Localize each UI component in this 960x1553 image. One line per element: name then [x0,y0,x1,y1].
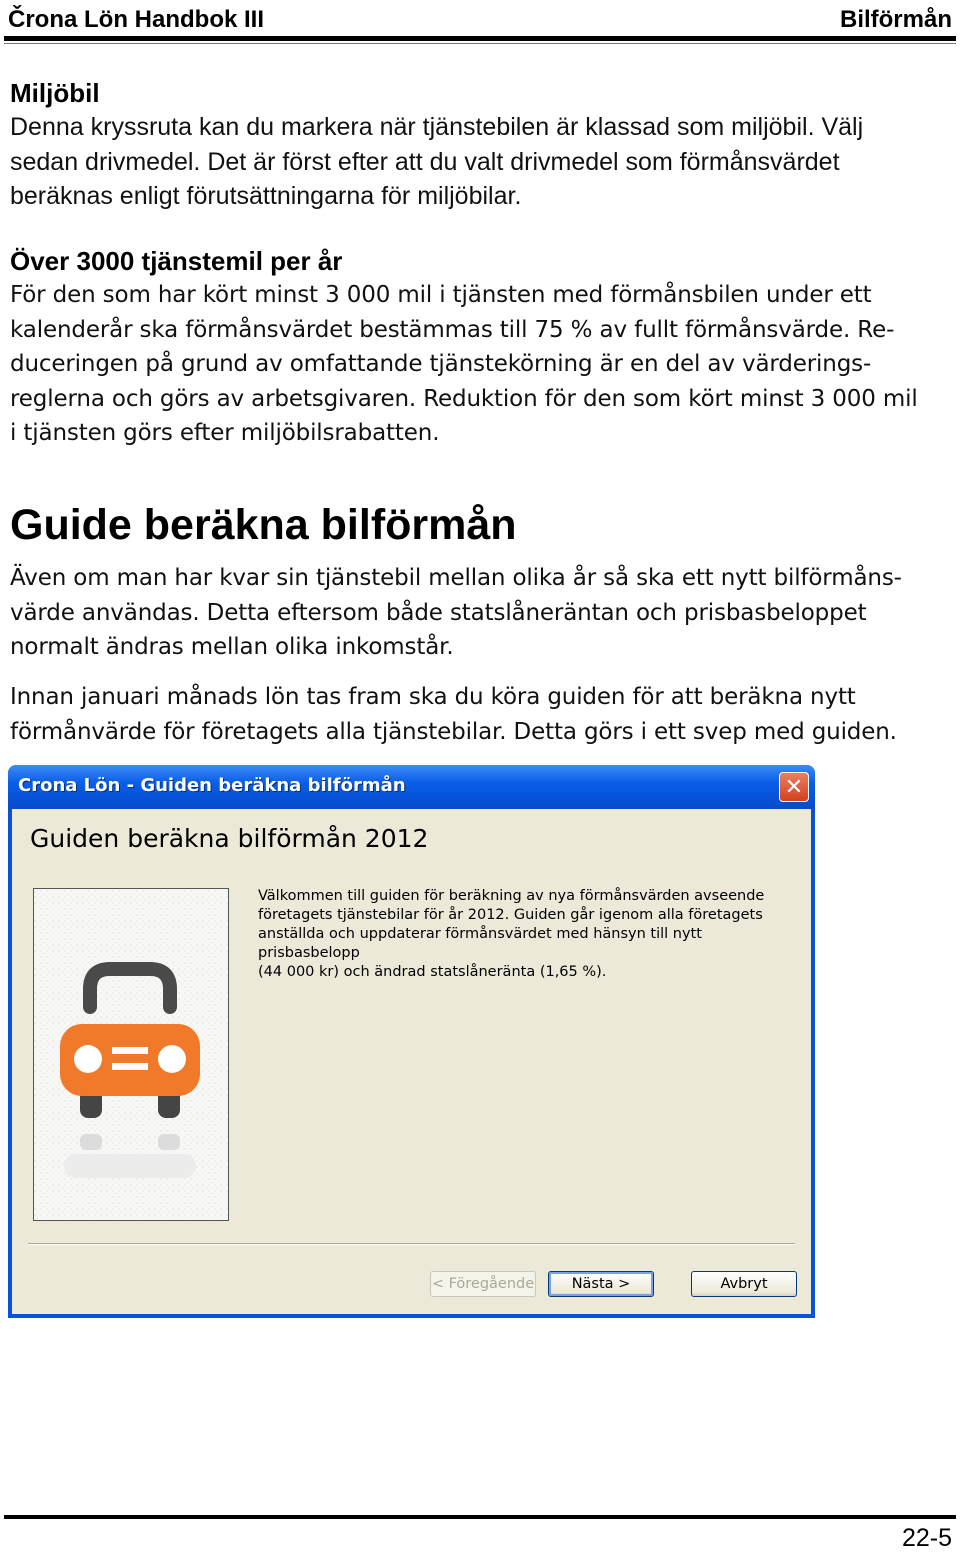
guide-line: förmånvärde för företagets alla tjänstebilar. Detta görs i ett svep med guiden. [10,718,897,745]
dialog-title: Crona Lön - Guiden beräkna bilförmån [18,775,406,796]
footer-rule [4,1515,956,1519]
header-rule [4,36,956,41]
dialog-titlebar[interactable] [8,765,815,809]
back-button[interactable] [430,1271,536,1297]
guide-heading: Guide beräkna bilförmån [10,501,517,549]
wizard-text-line: anställda och uppdaterar förmånsvärdet med hänsyn till nytt prisbasbelopp [258,926,702,961]
over3000-heading: Över 3000 tjänstemil per år [10,246,343,276]
guide-paragraph-2 [10,680,955,749]
cancel-button-label: Avbryt [720,1276,768,1292]
close-icon: ✕ [784,774,804,800]
wizard-dialog [8,765,815,1318]
header-rule-thin [4,43,956,44]
dialog-separator [28,1243,795,1245]
section-miljobil [10,76,955,214]
section-guide [10,500,955,550]
over3000-line: kalenderår ska förmånsvärdet bestämmas till 75 % av fullt förmånsvärde. Re- [10,316,895,343]
back-button-label: < Föregående [431,1276,535,1292]
miljobil-line: sedan drivmedel. Det är först efter att du valt drivmedel som förmånsvärdet [10,147,840,176]
miljobil-line: beräknas enligt förutsättningarna för miljöbilar. [10,182,522,210]
wizard-description [258,887,798,982]
book-title: Črona Lön Handbok III [8,6,264,33]
over3000-line: duceringen på grund av omfattande tjänstekörning är en del av värderings- [10,351,872,377]
wizard-car-illustration [33,888,229,1221]
guide-line: normalt ändras mellan olika inkomstår. [10,634,454,660]
miljobil-heading: Miljöbil [10,78,100,108]
page-number: 22-5 [901,1524,952,1552]
chapter-title: Bilförmån [839,6,952,33]
wizard-text-line: företagets tjänstebilar för år 2012. Guiden går igenom alla företagets [258,907,763,923]
guide-line: Även om man har kvar sin tjänstebil mellan olika år så ska ett nytt bilförmåns- [10,565,902,591]
close-button[interactable] [779,772,809,802]
section-over-3000 [10,244,955,451]
guide-line: Innan januari månads lön tas fram ska du köra guiden för att beräkna nytt [10,684,856,710]
guide-paragraph-1 [10,561,955,665]
running-header [8,4,952,36]
wizard-text-line: Välkommen till guiden för beräkning av nya förmånsvärden avseende [258,888,765,904]
over3000-line: För den som har kört minst 3 000 mil i tjänsten med förmånsbilen under ett [10,282,872,308]
next-button[interactable] [548,1271,654,1297]
miljobil-line: Denna kryssruta kan du markera när tjänstebilen är klassad som miljöbil. Välj [10,113,864,141]
car-icon [34,889,228,1220]
over3000-line: i tjänsten görs efter miljöbilsrabatten. [10,420,440,446]
wizard-title: Guiden beräkna bilförmån 2012 [30,824,429,853]
over3000-line: reglerna och görs av arbetsgivaren. Reduktion för den som kört minst 3 000 mil [10,385,918,412]
next-button-label: Nästa > [571,1276,631,1292]
wizard-text-line: (44 000 kr) och ändrad statslåneränta (1,65 %). [258,964,607,980]
dialog-body [12,809,811,1314]
cancel-button[interactable] [691,1271,797,1297]
guide-line: värde användas. Detta eftersom både statslåneräntan och prisbasbeloppet [10,599,867,626]
